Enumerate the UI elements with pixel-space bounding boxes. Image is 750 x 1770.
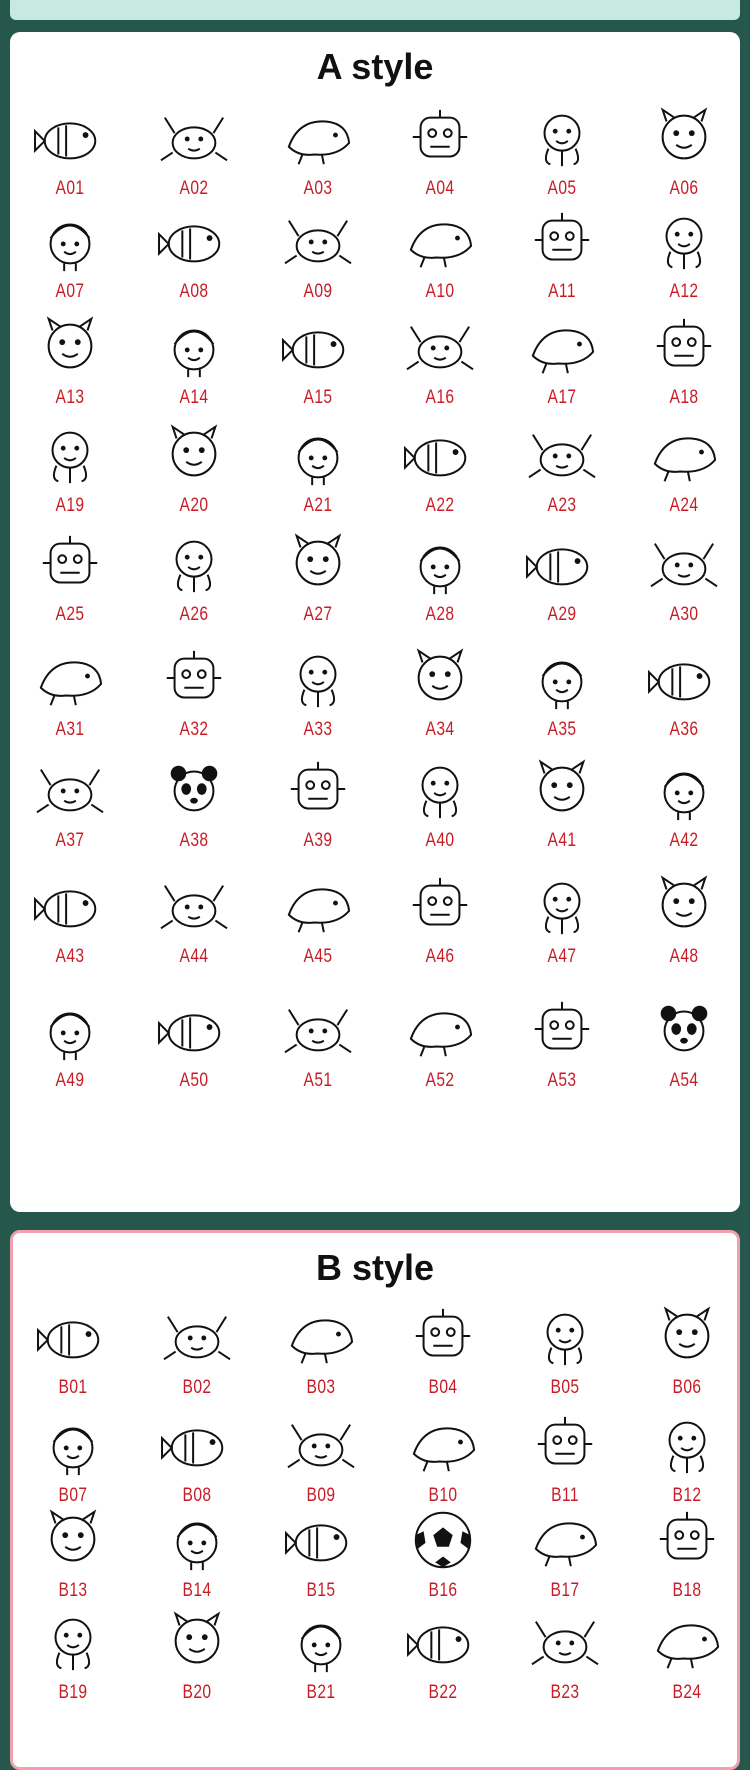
sticker-code-label: A41 — [547, 830, 577, 851]
elephant-icon — [523, 530, 601, 598]
sticker-b18 — [627, 1506, 740, 1602]
sticker-code-label: A24 — [669, 495, 699, 516]
sticker-code-label: A43 — [55, 946, 85, 967]
sticker-b16 — [383, 1506, 503, 1602]
sticker-a07 — [10, 207, 130, 303]
sticker-code-label: A36 — [669, 719, 699, 740]
sticker-a12 — [624, 207, 740, 303]
sticker-a21 — [258, 421, 378, 517]
sticker-code-label: A07 — [55, 281, 85, 302]
sticker-code-label: B01 — [58, 1377, 88, 1398]
sticker-code-label: A01 — [55, 178, 85, 199]
crocodile-icon — [401, 530, 479, 598]
squirrel-icon — [155, 313, 233, 381]
sticker-a48 — [624, 872, 740, 968]
hedgehog-icon — [645, 313, 723, 381]
monster-icon — [523, 996, 601, 1064]
duck-icon — [401, 313, 479, 381]
snail-icon — [279, 872, 357, 940]
butterfly-icon — [523, 207, 601, 275]
sticker-a16 — [380, 313, 500, 409]
sticker-a40 — [380, 756, 500, 852]
sticker-a33 — [258, 645, 378, 741]
brontosaurus-icon — [155, 645, 233, 713]
sticker-a01 — [10, 104, 130, 200]
octopus-icon — [155, 104, 233, 172]
sticker-b10 — [383, 1411, 503, 1507]
sticker-code-label: A50 — [179, 1070, 209, 1091]
sticker-a30 — [624, 530, 740, 626]
black-ant-icon — [645, 996, 723, 1064]
sticker-code-label: B05 — [550, 1377, 580, 1398]
sticker-a23 — [502, 421, 622, 517]
sticker-a50 — [134, 996, 254, 1092]
sticker-a26 — [134, 530, 254, 626]
sticker-code-label: A28 — [425, 604, 455, 625]
sticker-b21 — [261, 1608, 381, 1704]
sticker-code-label: A22 — [425, 495, 455, 516]
sticker-a45 — [258, 872, 378, 968]
chick-egg-icon — [645, 530, 723, 598]
sticker-a11 — [502, 207, 622, 303]
camel-icon — [645, 872, 723, 940]
sticker-a20 — [134, 421, 254, 517]
sticker-a54 — [624, 996, 740, 1092]
turtle-icon — [401, 756, 479, 824]
sticker-code-label: B08 — [182, 1485, 212, 1506]
sticker-a36 — [624, 645, 740, 741]
gamepad-icon — [282, 1411, 360, 1479]
sticker-code-label: A34 — [425, 719, 455, 740]
sticker-code-label: A21 — [303, 495, 333, 516]
elephant-toy-icon — [34, 1506, 112, 1574]
ladybug-icon — [155, 207, 233, 275]
bear-icon — [31, 530, 109, 598]
crown-icon — [526, 1411, 604, 1479]
giraffe-icon — [31, 996, 109, 1064]
style-a-panel — [10, 32, 740, 1212]
hippo-icon — [279, 530, 357, 598]
koala-icon — [523, 421, 601, 489]
frog-eyes-icon — [279, 996, 357, 1064]
sticker-code-label: A06 — [669, 178, 699, 199]
sticker-a05 — [502, 104, 622, 200]
sticker-code-label: A09 — [303, 281, 333, 302]
sticker-b02 — [137, 1303, 257, 1399]
sticker-code-label: A54 — [669, 1070, 699, 1091]
sticker-code-label: A11 — [548, 281, 576, 302]
dolphin-icon — [523, 104, 601, 172]
rocket-icon — [648, 1411, 726, 1479]
sticker-b15 — [261, 1506, 381, 1602]
sticker-a18 — [624, 313, 740, 409]
sticker-code-label: A20 — [179, 495, 209, 516]
sticker-code-label: A29 — [547, 604, 577, 625]
fish-icon — [31, 104, 109, 172]
sticker-code-label: A25 — [55, 604, 85, 625]
rhino-icon — [155, 996, 233, 1064]
whale-icon — [645, 104, 723, 172]
sticker-a03 — [258, 104, 378, 200]
sticker-b20 — [137, 1608, 257, 1704]
style-b-panel — [10, 1230, 740, 1770]
chick-balloon-icon — [279, 313, 357, 381]
sticker-code-label: A39 — [303, 830, 333, 851]
airplane-icon — [34, 1608, 112, 1676]
sticker-a53 — [502, 996, 622, 1092]
girl-crown-icon — [648, 1303, 726, 1371]
sticker-a09 — [258, 207, 378, 303]
sticker-code-label: A35 — [547, 719, 577, 740]
pterodactyl-icon — [279, 645, 357, 713]
sticker-code-label: A52 — [425, 1070, 455, 1091]
stag-beetle-icon — [404, 1608, 482, 1676]
sticker-a24 — [624, 421, 740, 517]
sticker-a17 — [502, 313, 622, 409]
crab-icon — [279, 104, 357, 172]
sticker-a39 — [258, 756, 378, 852]
sticker-code-label: A26 — [179, 604, 209, 625]
sticker-code-label: A18 — [669, 387, 699, 408]
sticker-b04 — [383, 1303, 503, 1399]
sticker-code-label: A31 — [55, 719, 85, 740]
sticker-code-label: A13 — [55, 387, 85, 408]
sticker-code-label: A19 — [55, 495, 85, 516]
sticker-b07 — [13, 1411, 133, 1507]
penguin-icon — [401, 421, 479, 489]
sticker-code-label: A37 — [55, 830, 85, 851]
sticker-b24 — [627, 1608, 740, 1704]
sticker-a19 — [10, 421, 130, 517]
sticker-a02 — [134, 104, 254, 200]
bird-head-icon — [523, 756, 601, 824]
soccer-ball-icon — [404, 1506, 482, 1574]
bee-icon — [401, 207, 479, 275]
sticker-code-label: B15 — [306, 1580, 336, 1601]
sticker-code-label: A03 — [303, 178, 333, 199]
sticker-code-label: B22 — [428, 1682, 458, 1703]
beetle-icon — [31, 207, 109, 275]
sticker-a52 — [380, 996, 500, 1092]
sticker-code-label: A05 — [547, 178, 577, 199]
fox-toy-icon — [282, 1506, 360, 1574]
sticker-code-label: B02 — [182, 1377, 212, 1398]
sticker-a49 — [10, 996, 130, 1092]
sticker-b05 — [505, 1303, 625, 1399]
sticker-code-label: A02 — [179, 178, 209, 199]
caterpillar-icon — [31, 313, 109, 381]
sticker-a27 — [258, 530, 378, 626]
ladybird-icon — [279, 207, 357, 275]
boy-icon — [34, 1303, 112, 1371]
skateboard-icon — [648, 1608, 726, 1676]
zebra-icon — [282, 1608, 360, 1676]
sticker-b19 — [13, 1608, 133, 1704]
cat-star-icon — [31, 421, 109, 489]
ufo-icon — [404, 1411, 482, 1479]
sticker-code-label: B23 — [550, 1682, 580, 1703]
sticker-code-label: A46 — [425, 946, 455, 967]
sticker-code-label: B24 — [672, 1682, 702, 1703]
sticker-code-label: B21 — [306, 1682, 336, 1703]
sticker-code-label: A15 — [303, 387, 333, 408]
sticker-code-label: A40 — [425, 830, 455, 851]
sticker-code-label: B13 — [58, 1580, 88, 1601]
dinosaur-toy-icon — [158, 1411, 236, 1479]
sticker-a32 — [134, 645, 254, 741]
sticker-code-label: B14 — [182, 1580, 212, 1601]
horse-icon — [648, 1506, 726, 1574]
donkey-icon — [279, 756, 357, 824]
sticker-code-label: A04 — [425, 178, 455, 199]
sticker-a13 — [10, 313, 130, 409]
sticker-code-label: B09 — [306, 1485, 336, 1506]
dragonfly-icon — [645, 207, 723, 275]
sticker-a35 — [502, 645, 622, 741]
sticker-a34 — [380, 645, 500, 741]
spiky-hair-boy-icon — [526, 1303, 604, 1371]
sticker-b23 — [505, 1608, 625, 1704]
sticker-code-label: B06 — [672, 1377, 702, 1398]
lion-icon — [645, 421, 723, 489]
style-b-title: B style — [315, 1247, 435, 1288]
sticker-b17 — [505, 1506, 625, 1602]
panda-icon — [155, 756, 233, 824]
sticker-code-label: B03 — [306, 1377, 336, 1398]
t-rex-icon — [31, 645, 109, 713]
smiling-boy-icon — [282, 1303, 360, 1371]
sticker-a06 — [624, 104, 740, 200]
sticker-code-label: A12 — [669, 281, 699, 302]
sticker-code-label: B20 — [182, 1682, 212, 1703]
stegosaurus-icon — [401, 645, 479, 713]
seal-icon — [155, 872, 233, 940]
sticker-a31 — [10, 645, 130, 741]
owl-icon — [523, 313, 601, 381]
sticker-b03 — [261, 1303, 381, 1399]
sticker-code-label: B11 — [551, 1485, 579, 1506]
owl-branch-icon — [645, 756, 723, 824]
sticker-b01 — [13, 1303, 133, 1399]
hippo-face-icon — [155, 530, 233, 598]
sticker-a10 — [380, 207, 500, 303]
giraffe-head-icon — [526, 1506, 604, 1574]
sticker-a42 — [624, 756, 740, 852]
sticker-code-label: A38 — [179, 830, 209, 851]
sticker-code-label: B10 — [428, 1485, 458, 1506]
sticker-a47 — [502, 872, 622, 968]
sticker-code-label: B12 — [672, 1485, 702, 1506]
ant-icon — [401, 996, 479, 1064]
sticker-b08 — [137, 1411, 257, 1507]
sticker-a28 — [380, 530, 500, 626]
peacock-icon — [523, 872, 601, 940]
sticker-a14 — [134, 313, 254, 409]
squid-icon — [401, 104, 479, 172]
sticker-a22 — [380, 421, 500, 517]
sticker-a37 — [10, 756, 130, 852]
sticker-a41 — [502, 756, 622, 852]
sticker-code-label: A53 — [547, 1070, 577, 1091]
parrot-icon — [645, 645, 723, 713]
polar-bear-icon — [31, 756, 109, 824]
sticker-code-label: B07 — [58, 1485, 88, 1506]
sticker-code-label: A17 — [547, 387, 577, 408]
sticker-code-label: A51 — [303, 1070, 333, 1091]
sticker-code-label: A27 — [303, 604, 333, 625]
sticker-a04 — [380, 104, 500, 200]
sticker-a08 — [134, 207, 254, 303]
top-banner-strip — [10, 0, 740, 20]
raccoon-icon — [155, 421, 233, 489]
triceratops-icon — [523, 645, 601, 713]
sticker-code-label: A47 — [547, 946, 577, 967]
sticker-code-label: B16 — [428, 1580, 458, 1601]
sticker-b06 — [627, 1303, 740, 1399]
sticker-code-label: A48 — [669, 946, 699, 967]
bird-icon — [31, 872, 109, 940]
sticker-code-label: B19 — [58, 1682, 88, 1703]
bat-icon — [401, 872, 479, 940]
sticker-b14 — [137, 1506, 257, 1602]
sticker-code-label: A49 — [55, 1070, 85, 1091]
sticker-b09 — [261, 1411, 381, 1507]
owl-perch-icon — [526, 1608, 604, 1676]
sticker-code-label: A08 — [179, 281, 209, 302]
sticker-code-label: A32 — [179, 719, 209, 740]
sticker-a43 — [10, 872, 130, 968]
sticker-b22 — [383, 1608, 503, 1704]
sticker-code-label: A44 — [179, 946, 209, 967]
sticker-code-label: B04 — [428, 1377, 458, 1398]
sticker-code-label: B17 — [550, 1580, 580, 1601]
sticker-b12 — [627, 1411, 740, 1507]
sticker-code-label: A45 — [303, 946, 333, 967]
sticker-b13 — [13, 1506, 133, 1602]
kid-icon — [158, 1303, 236, 1371]
car-icon — [158, 1506, 236, 1574]
sticker-code-label: A30 — [669, 604, 699, 625]
style-a-title: A style — [316, 46, 434, 87]
sticker-code-label: A42 — [669, 830, 699, 851]
sticker-code-label: A16 — [425, 387, 455, 408]
cowboy-icon — [404, 1303, 482, 1371]
sticker-code-label: B18 — [672, 1580, 702, 1601]
sticker-a25 — [10, 530, 130, 626]
sticker-a44 — [134, 872, 254, 968]
sticker-code-label: A10 — [425, 281, 455, 302]
sticker-code-label: A23 — [547, 495, 577, 516]
fox-icon — [279, 421, 357, 489]
sticker-code-label: A14 — [179, 387, 209, 408]
robot-icon — [34, 1411, 112, 1479]
sticker-b11 — [505, 1411, 625, 1507]
sticker-a51 — [258, 996, 378, 1092]
tree-circle-icon — [158, 1608, 236, 1676]
sticker-a15 — [258, 313, 378, 409]
sticker-a46 — [380, 872, 500, 968]
sticker-a29 — [502, 530, 622, 626]
sticker-a38 — [134, 756, 254, 852]
sticker-code-label: A33 — [303, 719, 333, 740]
